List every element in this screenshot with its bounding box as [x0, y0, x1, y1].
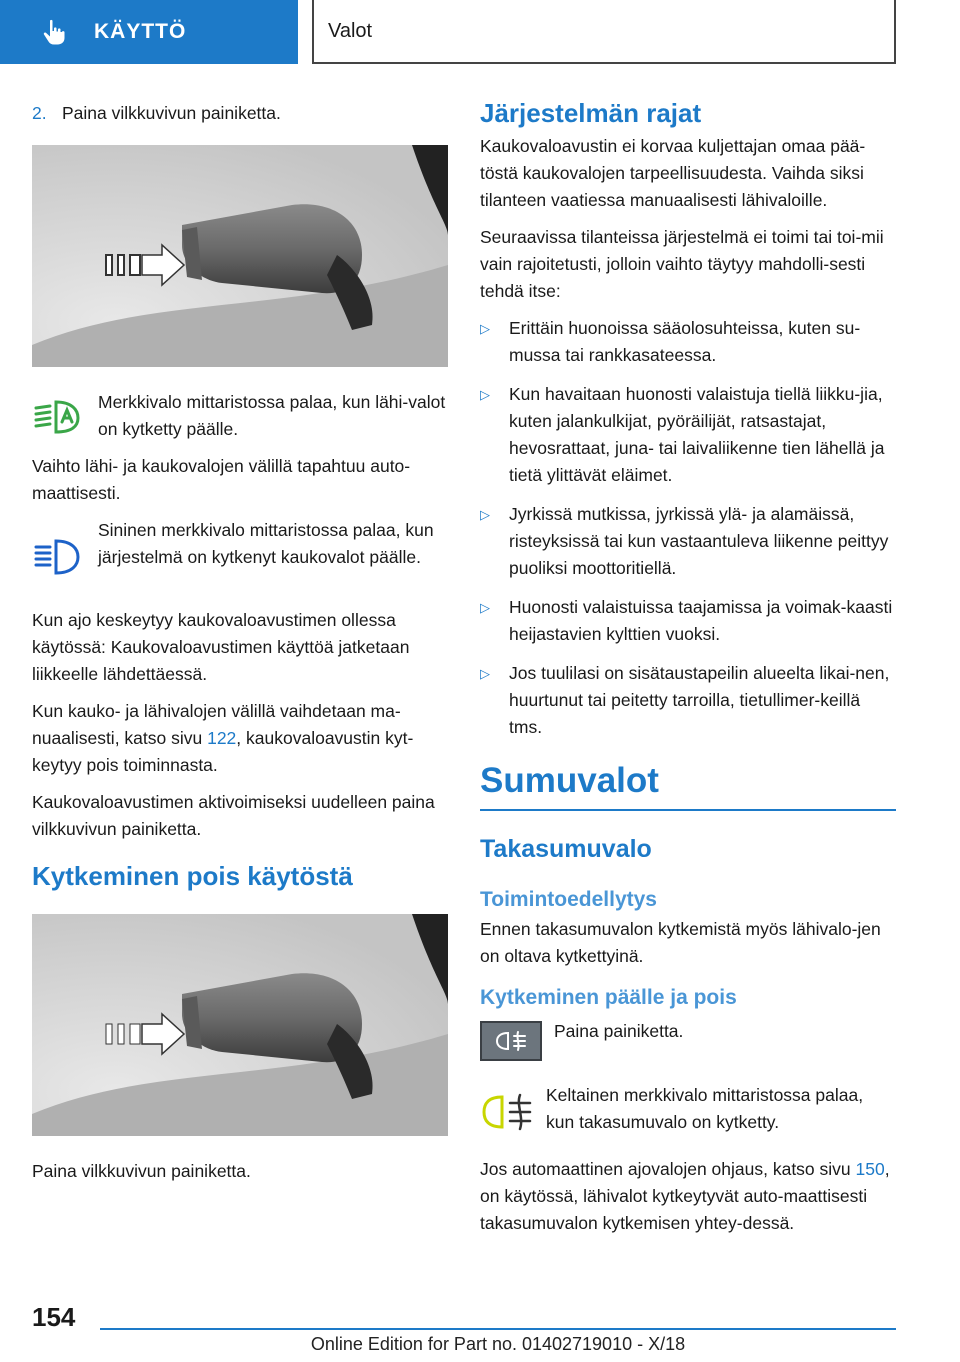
rear-fog-yellow-icon [480, 1089, 534, 1135]
indicator-highbeam-blue [32, 517, 448, 597]
headlight-assist-green-icon [32, 394, 82, 438]
paragraph: Kun ajo keskeytyy kaukovaloavustimen ollessa käytössä: Kaukovaloavustimen käyttöä jatketaan liikkeelle lähdettäessä. [32, 610, 410, 684]
list-item: ▷ Jos tuulilasi on sisätaustapeilin alueelta likai-nen, huurtunut tai peitetty tarroilla, tietullimer-keillä tms. [480, 660, 896, 741]
heading-rear-fog-light: Takasumuvalo [480, 835, 652, 863]
list-item: ▷ Kun havaitaan huonosti valaistuja tiellä liikku-jia, kuten jalankulkijat, pyöräilijät, ratsastajat, hevosrattaat, juna- tai laivaliikenne tien lähellä ja tietä ylittävät eläimet. [480, 381, 896, 489]
triangle-bullet-icon: ▷ [480, 600, 490, 615]
paragraph: Ennen takasumuvalon kytkemistä myös lähivalo-jen on oltava kytkettyinä. [480, 919, 881, 966]
turn-signal-lever-photo [32, 145, 448, 367]
paragraph: Paina vilkkuvivun painiketta. [32, 1161, 251, 1181]
triangle-bullet-icon: ▷ [480, 387, 490, 402]
indicator1-text: Merkkivalo mittaristossa palaa, kun lähi-valot on kytketty päälle. [98, 392, 446, 439]
right-column [480, 100, 896, 1247]
paragraph: Kaukovaloavustimen aktivoimiseksi uudelleen paina vilkkuvivun painiketta. [32, 792, 435, 839]
page-number: 154 [32, 1302, 76, 1332]
paragraph-with-link: Kun kauko- ja lähivalojen välillä vaihdetaan ma-nuaalisesti, katso sivu 122, kaukovaloavustin kyt-keytyy pois toiminnasta. [32, 701, 414, 775]
heading-fog-lights: Sumuvalot [480, 761, 896, 811]
heading-switch-off: Kytkeminen pois käytöstä [32, 861, 353, 891]
triangle-bullet-icon: ▷ [480, 507, 490, 522]
page-link-122[interactable]: 122 [207, 728, 237, 748]
yellow-indicator-text: Keltainen merkkivalo mittaristossa palaa, kun takasumuvalo on kytketty. [546, 1085, 864, 1132]
rear-fog-button-row [480, 1018, 896, 1064]
chapter-tab-label: KÄYTTÖ [94, 20, 187, 43]
page-link-150[interactable]: 150 [855, 1159, 885, 1179]
step-2 [32, 100, 448, 127]
indicator2-text: Sininen merkkivalo mittaristossa palaa, kun järjestelmä on kytkenyt kaukovalot päälle. [98, 520, 434, 567]
left-column [32, 100, 448, 1195]
heading-system-limits: Järjestelmän rajat [480, 98, 702, 128]
footer-edition: Online Edition for Part no. 01402719010 - X/18 [100, 1328, 896, 1355]
section-title: Valot [312, 0, 896, 64]
paragraph: Seuraavissa tilanteissa järjestelmä ei toimi tai toi-mii vain rajoitetusti, jolloin vaihto täytyy mahdolli-sesti tehdä itse: [480, 227, 884, 301]
turn-signal-lever-photo-2 [32, 914, 448, 1136]
paragraph: Vaihto lähi- ja kaukovalojen välillä tapahtuu auto-maattisesti. [32, 456, 411, 503]
heading-prerequisite: Toimintoedellytys [480, 888, 657, 911]
triangle-bullet-icon: ▷ [480, 666, 490, 681]
heading-on-off: Kytkeminen päälle ja pois [480, 986, 737, 1009]
triangle-bullet-icon: ▷ [480, 321, 490, 336]
step-text: Paina vilkkuvivun painiketta. [62, 103, 281, 123]
list-item: ▷ Jyrkissä mutkissa, jyrkissä ylä- ja alamäissä, risteyksissä tai kun vastaantuleva liikenne peittyy puoliksi moottoritiellä. [480, 501, 896, 582]
indicator-rear-fog-yellow [480, 1082, 896, 1142]
paragraph: Kaukovaloavustin ei korvaa kuljettajan omaa pää-töstä kaukovalojen tarpeellisuudesta. Vaihda siksi tilanteen vaatiessa manuaalisesti lähivaloille. [480, 136, 866, 210]
paragraph-with-link: Jos automaattinen ajovalojen ohjaus, katso sivu 150, on käytössä, lähivalot kytkeytyvät auto-maattisesti takasumuvalon kytkemisen yhtey-dessä. [480, 1159, 890, 1233]
list-item: ▷ Erittäin huonoissa sääolosuhteissa, kuten su-mussa tai rankkasateessa. [480, 315, 896, 369]
press-button-text: Paina painiketta. [554, 1021, 684, 1041]
step-number: 2. [32, 103, 47, 123]
high-beam-blue-icon [32, 535, 82, 579]
hand-pointer-icon [40, 18, 68, 46]
rear-fog-button[interactable] [480, 1021, 542, 1061]
indicator-lowbeam-auto [32, 389, 448, 443]
chapter-tab[interactable] [0, 0, 298, 64]
limits-list [480, 315, 896, 741]
rear-fog-icon [494, 1029, 528, 1053]
list-item: ▷ Huonosti valaistuissa taajamissa ja voimak-kaasti heijastavien kylttien vuoksi. [480, 594, 896, 648]
